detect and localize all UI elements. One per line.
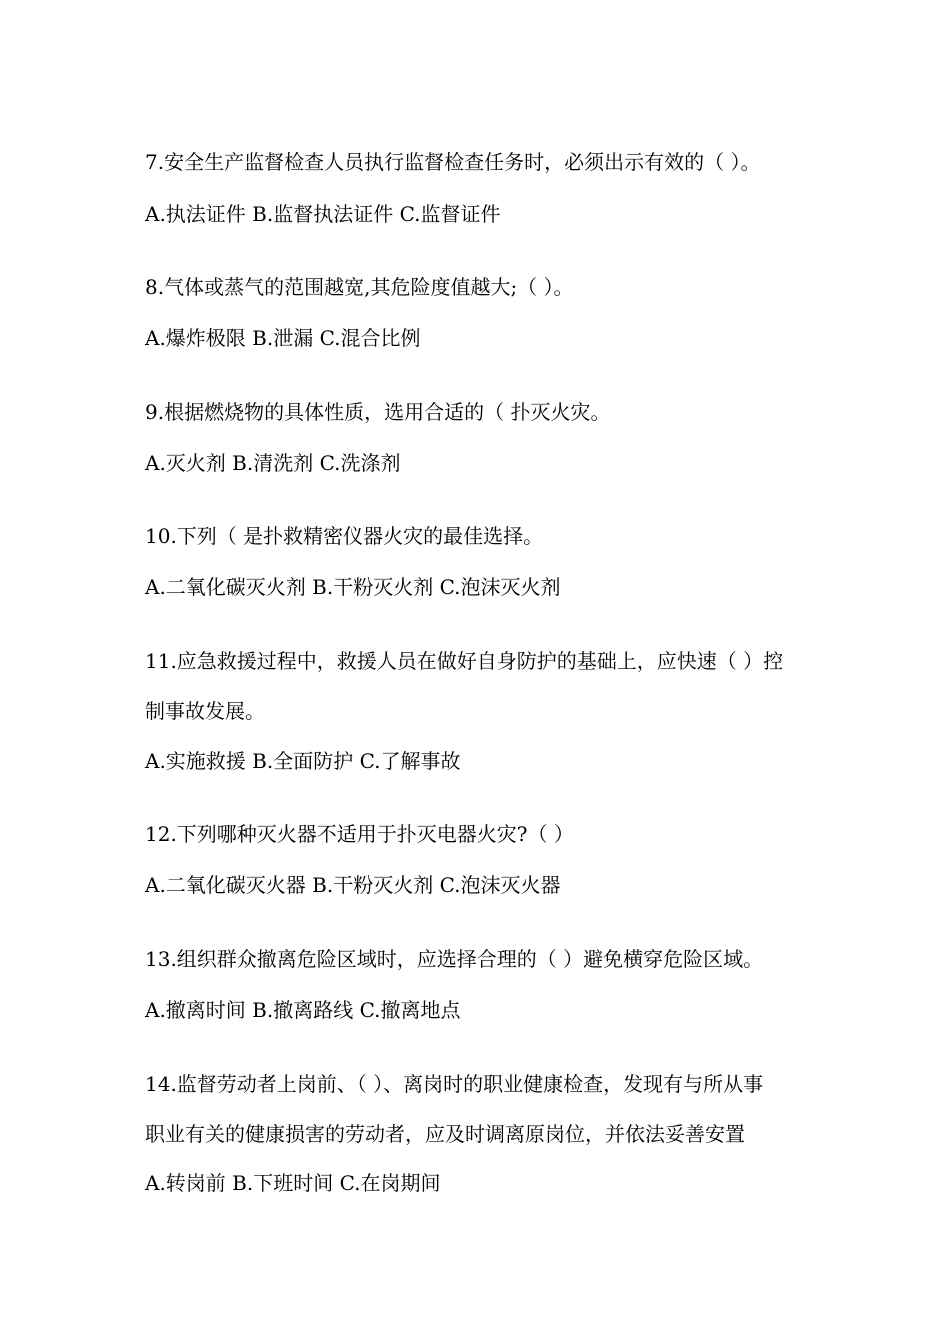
question-10-options: A.二氧化碳灭火剂 B.干粉灭火剂 C.泡沫灭火剂	[145, 575, 561, 599]
question-11-stem-line-1: 11.应急救援过程中，救援人员在做好自身防护的基础上，应快速（ ）控	[145, 649, 784, 673]
question-13-options: A.撤离时间 B.撤离路线 C.撤离地点	[145, 998, 461, 1022]
question-7-options: A.执法证件 B.监督执法证件 C.监督证件	[145, 202, 501, 226]
question-12-options: A.二氧化碳灭火器 B.干粉灭火剂 C.泡沫灭火器	[145, 873, 561, 897]
question-7-stem: 7.安全生产监督检查人员执行监督检查任务时，必须出示有效的（ ）。	[145, 150, 761, 174]
question-14-stem-line-1: 14.监督劳动者上岗前、（ ）、离岗时的职业健康检查，发现有与所从事	[145, 1072, 764, 1096]
question-12-stem: 12.下列哪种灭火器不适用于扑灭电器火灾?（ ）	[145, 822, 574, 846]
question-11-stem-line-2: 制事故发展。	[145, 699, 265, 723]
question-8-options: A.爆炸极限 B.泄漏 C.混合比例	[145, 326, 421, 350]
question-11-options: A.实施救援 B.全面防护 C.了解事故	[145, 749, 461, 773]
question-9-options: A.灭火剂 B.清洗剂 C.洗涤剂	[145, 451, 401, 475]
question-13-stem: 13.组织群众撤离危险区域时，应选择合理的（ ）避免横穿危险区域。	[145, 947, 764, 971]
question-8-stem: 8.气体或蒸气的范围越宽,其危险度值越大;（ ）。	[145, 275, 574, 299]
question-9-stem: 9.根据燃烧物的具体性质，选用合适的（ 扑灭火灾。	[145, 400, 611, 424]
question-10-stem: 10.下列（ 是扑救精密仪器火灾的最佳选择。	[145, 524, 544, 548]
question-14-options: A.转岗前 B.下班时间 C.在岗期间	[145, 1171, 441, 1195]
question-14-stem-line-2: 职业有关的健康损害的劳动者，应及时调离原岗位，并依法妥善安置	[145, 1122, 745, 1146]
